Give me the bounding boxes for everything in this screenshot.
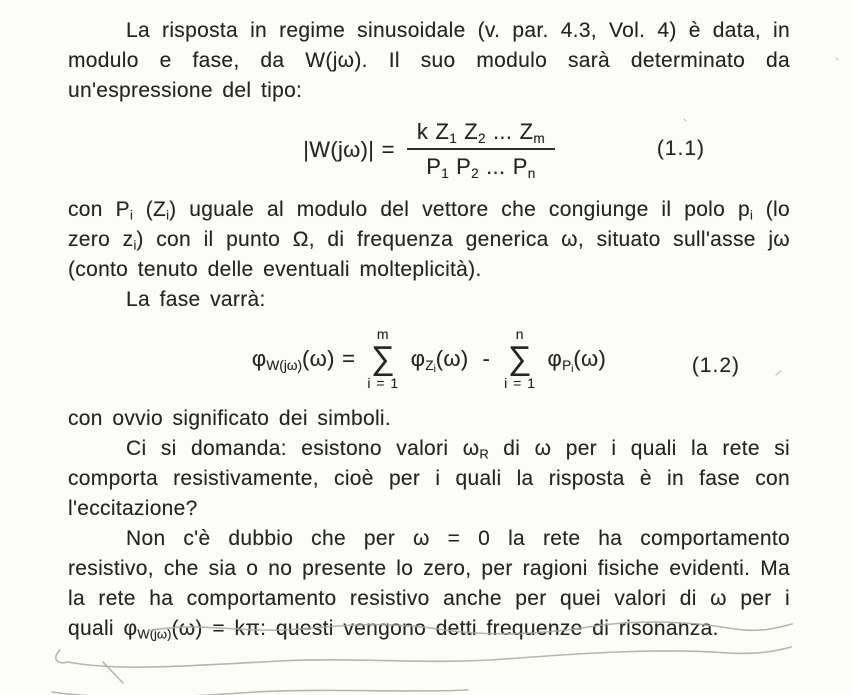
phase-term-zeros: $\varphi_{Zi}(\omega)$ [410,345,469,375]
summation-lower-limit: i = 1 [504,374,536,391]
summation-upper-limit: n [515,325,524,342]
minus-sign: - [482,345,491,371]
sigma-symbol: ∑ [371,338,395,376]
fraction-numerator: k $Z_1$ $Z_2$ ... $Z_m$ [407,119,555,150]
equation-number-1-1: (1.1) [656,137,705,161]
paragraph-resonance: Non c'è dubbio che per ω = 0 la rete ha comportamento resistivo, che sia o no presente lo zero, per ragioni fisiche evidenti. Ma la rete ha comportamento resistivo anche per quei valori di ω per i quali $\varphi_{W(j\omega)}(\omega) = k\pi$: questi vengono detti frequenze di risonanza. [68,526,790,642]
scan-speck [836,58,838,60]
text-column [68,16,790,644]
pencil-underline [56,647,791,667]
paragraph-vector-definition: con $P_i$ $(Z_i)$ uguale al modulo del vettore che congiunge il polo $p_i$ (lo zero $z_i$) con il punto Ω, di frequenza generica ω, situato sull'asse jω (conto tenuto delle eventuali molteplicità). [68,197,791,281]
summation-lower-limit: i = 1 [367,374,399,391]
pencil-stray-mark [103,662,123,683]
equation-1-1 [68,119,790,180]
fraction-denominator: $P_1$ $P_2$ ... $P_n$ [426,154,536,182]
equation-number-1-2: (1.2) [691,353,740,377]
summation-poles [504,327,535,390]
fraction [407,119,555,180]
summation-zeros [367,327,398,390]
summation-upper-limit: m [376,325,390,342]
equation-1-2-lhs: $\varphi_{W(j\omega)}(\omega)$ = [251,345,356,373]
phase-term-poles: $\varphi_{Pi}(\omega)$ [547,345,607,375]
paragraph-question: Ci si domanda: esistono valori $\omega_R$ di ω per i quali la rete si comporta resistivamente, cioè per i quali la risposta è in fase con l'eccitazione? [68,436,790,520]
equation-1-2 [68,327,790,390]
pencil-underline [52,690,468,695]
sigma-symbol: ∑ [507,338,532,376]
paragraph-intro: La risposta in regime sinusoidale (v. par. 4.3, Vol. 4) è data, in modulo e fase, da W(jω). Il suo modulo sarà determinato da un'espressione del tipo: [68,19,790,102]
paragraph-phase-intro: La fase varrà: [126,287,266,311]
paragraph-symbols-note: con ovvio significato dei simboli. [68,406,392,430]
equation-1-1-lhs: |W(jω)| = [303,136,395,162]
